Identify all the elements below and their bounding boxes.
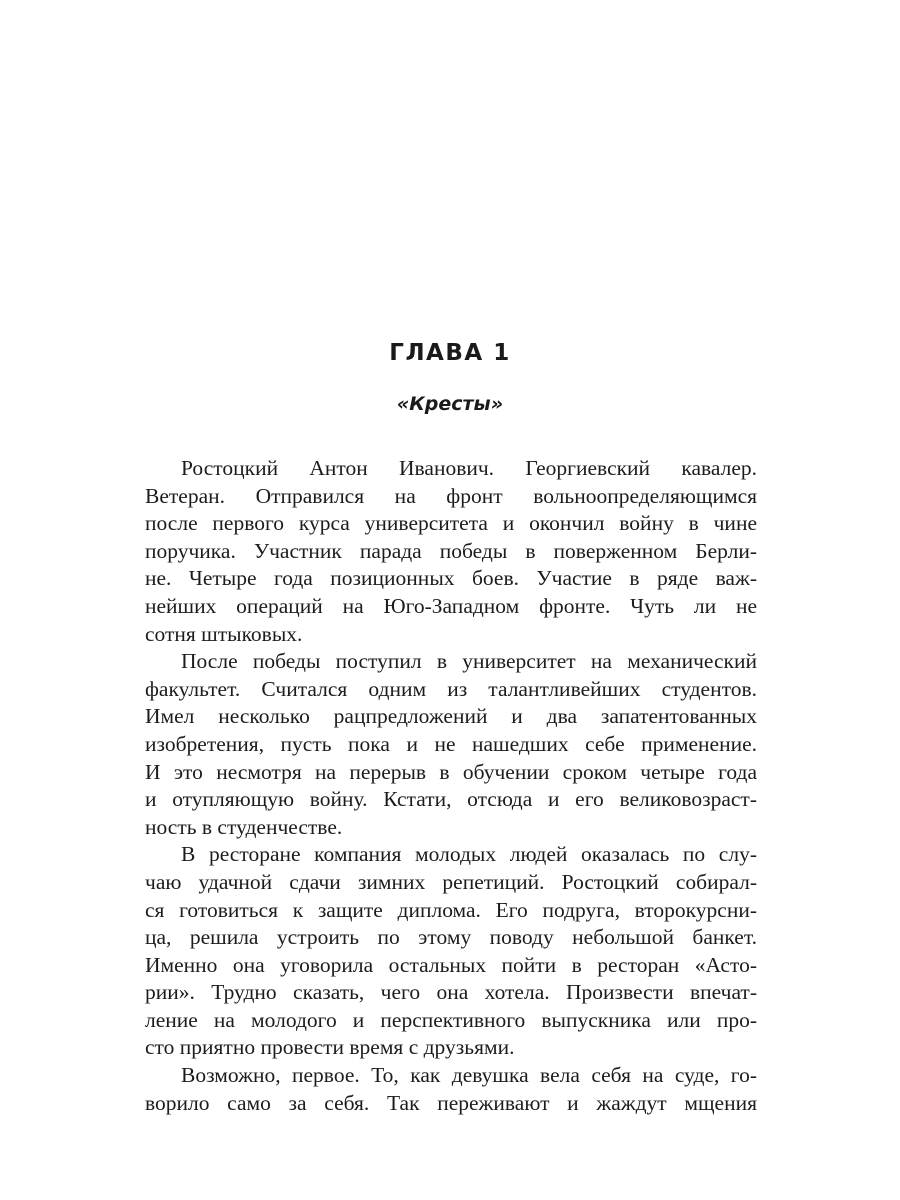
text-line: Имел несколько рацпредложений и два запатентованных: [145, 704, 757, 729]
text-line: Возможно, первое. То, как девушка вела себя на суде, го-: [181, 1063, 757, 1088]
text-line: И это несмотря на перерыв в обучении сроком четыре года: [145, 759, 757, 784]
text-line: ность в студенчестве.: [145, 814, 343, 839]
text-line: и отупляющую войну. Кстати, отсюда и его великовозраст-: [145, 787, 757, 812]
text-line: не. Четыре года позиционных боев. Участие в ряде важ-: [145, 566, 757, 591]
text-line: После победы поступил в университет на механический: [181, 649, 757, 674]
text-line: поручика. Участник парада победы в поверженном Берли-: [145, 538, 757, 563]
chapter-heading: ГЛАВА 1: [389, 340, 511, 366]
text-line: чаю удачной сдачи зимних репетиций. Ростоцкий собирал-: [145, 869, 757, 894]
text-line: рии». Трудно сказать, чего она хотела. Произвести впечат-: [145, 980, 757, 1005]
text-line: ца, решила устроить по этому поводу небольшой банкет.: [145, 925, 757, 950]
text-line: изобретения, пусть пока и не нашедших себе применение.: [145, 731, 757, 756]
paragraph: [145, 841, 757, 1062]
text-line: факультет. Считался одним из талантливейших студентов.: [145, 676, 757, 701]
body-text: [145, 455, 757, 1117]
chapter-subtitle: «Кресты»: [396, 393, 504, 415]
text-line: сотня штыковых.: [145, 621, 303, 646]
text-line: Ростоцкий Антон Иванович. Георгиевский кавалер.: [181, 456, 757, 480]
text-line: Именно она уговорила остальных пойти в ресторан «Асто-: [145, 952, 757, 977]
text-line: сто приятно провести время с друзьями.: [145, 1035, 515, 1060]
paragraph: [145, 1062, 757, 1117]
text-line: ление на молодого и перспективного выпускника или про-: [145, 1007, 757, 1032]
text-line: после первого курса университета и окончил войну в чине: [145, 511, 757, 536]
text-line: ворило само за себя. Так переживают и жаждут мщения: [145, 1090, 757, 1115]
text-line: нейших операций на Юго-Западном фронте. Чуть ли не: [145, 593, 757, 618]
text-line: В ресторане компания молодых людей оказалась по слу-: [181, 842, 757, 867]
paragraph: [145, 455, 757, 648]
text-line: ся готовиться к защите диплома. Его подруга, второкурсни-: [145, 897, 757, 922]
text-line: Ветеран. Отправился на фронт вольноопределяющимся: [145, 483, 757, 508]
paragraph: [145, 648, 757, 841]
